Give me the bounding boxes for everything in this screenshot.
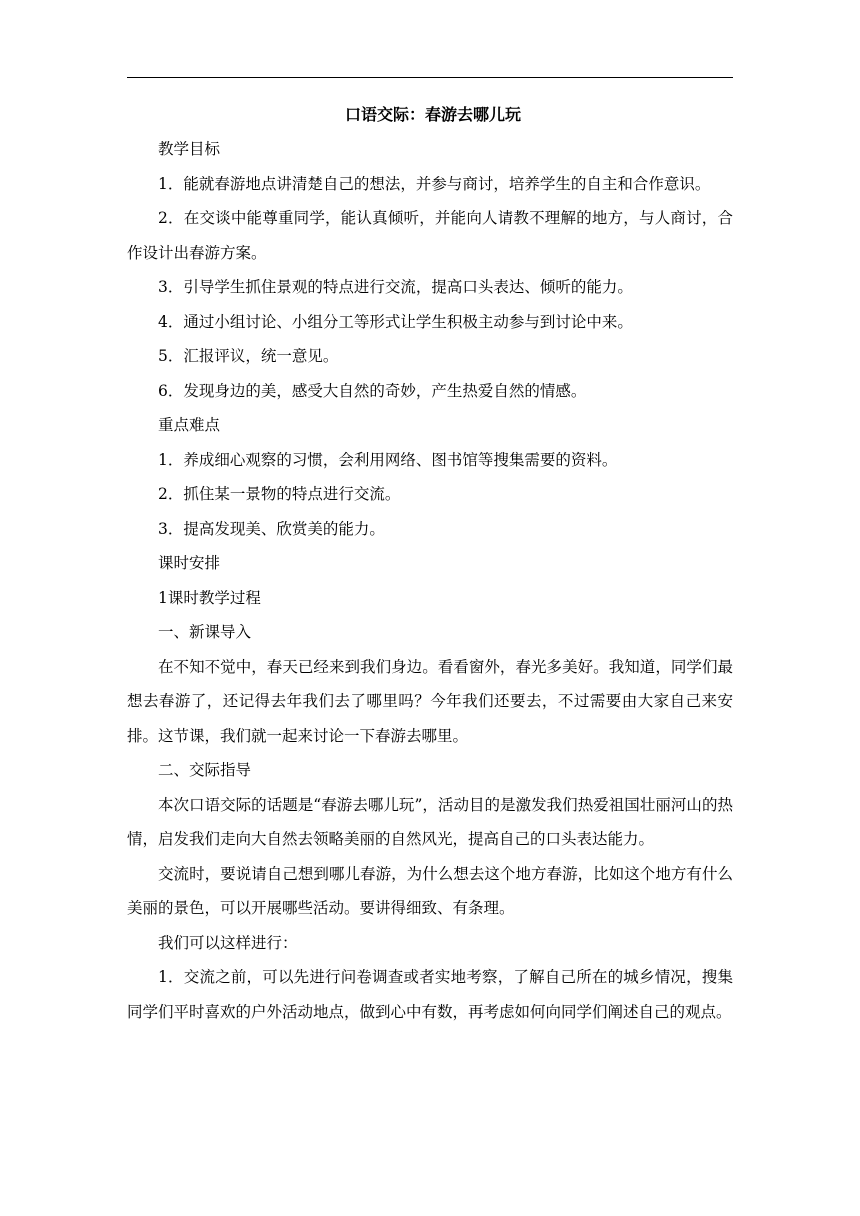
objective-item: 5．汇报评议，统一意见。	[158, 347, 339, 365]
body-paragraph: 我们可以这样进行：	[158, 933, 298, 952]
objective-item: 3．引导学生抓住景观的特点进行交流，提高口头表达、倾听的能力。	[158, 278, 633, 296]
objective-item: 6．发现身边的美，感受大自然的奇妙，产生热爱自然的情感。	[158, 381, 587, 400]
objective-item: 1．能就春游地点讲清楚自己的想法，并参与商讨，培养学生的自主和合作意识。	[158, 174, 711, 193]
section-heading-objectives: 教学目标	[158, 140, 221, 158]
key-point-item: 3．提高发现美、欣赏美的能力。	[158, 519, 385, 538]
objective-item: 2．在交谈中能尊重同学，能认真倾听，并能向人请教不理解的地方，与人商讨，合作设计出春游方案。	[127, 209, 733, 262]
body-paragraph: 1．交流之前，可以先进行问卷调查或者实地考察，了解自己所在的城乡情况，搜集同学们平时喜欢的户外活动地点，做到心中有数，再考虑如何向同学们阐述自己的观点。	[127, 968, 733, 1021]
key-point-item: 2．抓住某一景物的特点进行交流。	[158, 485, 401, 503]
header-rule	[127, 77, 733, 78]
section-heading-key-points: 重点难点	[158, 416, 221, 434]
schedule-line: 1课时教学过程	[158, 588, 261, 607]
document-body	[127, 98, 733, 1029]
body-paragraph: 在不知不觉中，春天已经来到我们身边。看看窗外，春光多美好。我知道，同学们最想去春游了，还记得去年我们去了哪里吗？今年我们还要去，不过需要由大家自己来安排。这节课，我们就一起来讨论一下春游去哪里。	[127, 657, 733, 745]
body-paragraph: 交流时，要说请自己想到哪儿春游，为什么想去这个地方春游，比如这个地方有什么美丽的景色，可以开展哪些活动。要讲得细致、有条理。	[127, 864, 733, 917]
document-title: 口语交际：春游去哪儿玩	[344, 105, 521, 124]
section-heading-guidance: 二、交际指导	[158, 761, 252, 779]
key-point-item: 1．养成细心观察的习惯，会利用网络、图书馆等搜集需要的资料。	[158, 450, 618, 469]
section-heading-intro: 一、新课导入	[158, 623, 252, 641]
objective-item: 4．通过小组讨论、小组分工等形式让学生积极主动参与到讨论中来。	[158, 312, 633, 331]
section-heading-schedule: 课时安排	[158, 554, 221, 572]
body-paragraph: 本次口语交际的话题是“春游去哪儿玩”，活动目的是激发我们热爱祖国壮丽河山的热情，启发我们走向大自然去领略美丽的自然风光，提高自己的口头表达能力。	[127, 795, 733, 848]
